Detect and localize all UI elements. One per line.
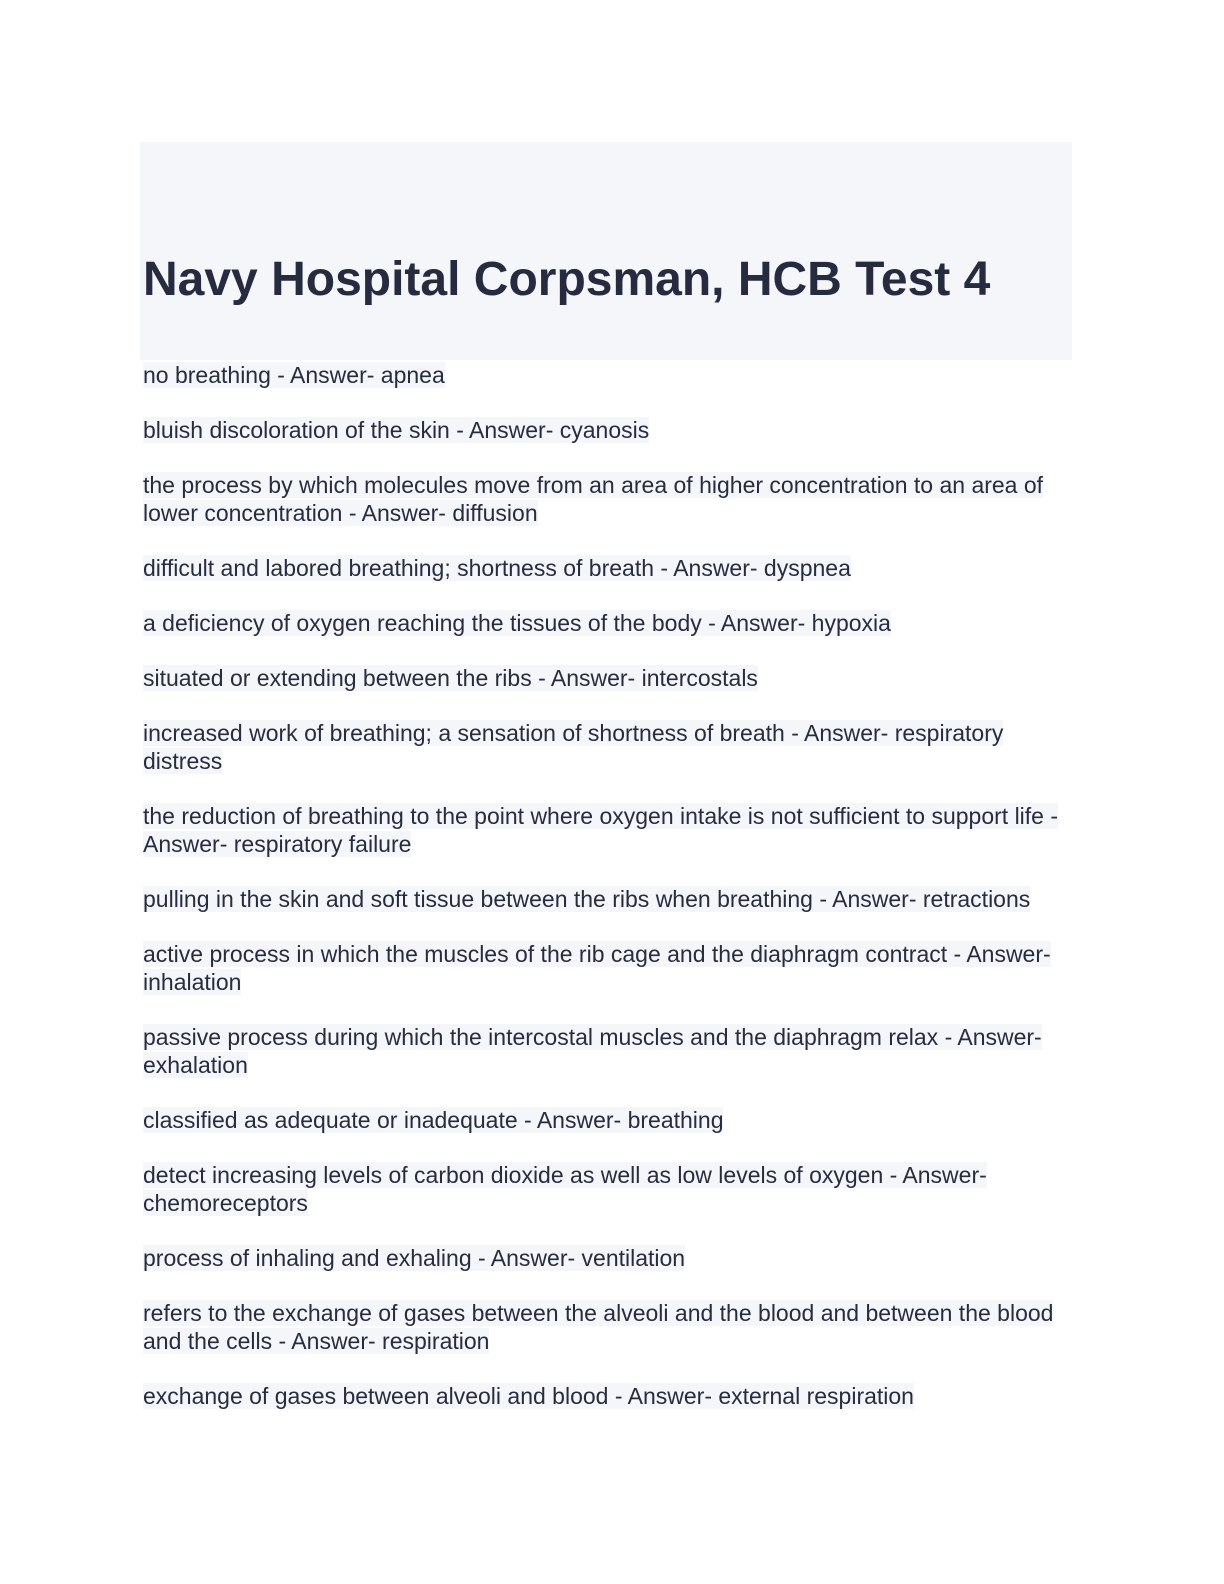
- list-item: [143, 802, 1073, 858]
- qa-text: a deficiency of oxygen reaching the tissues of the body - Answer- hypoxia: [143, 610, 891, 636]
- qa-text: classified as adequate or inadequate - Answer- breathing: [143, 1107, 724, 1133]
- list-item: [143, 719, 1073, 775]
- list-item: [143, 1106, 1073, 1134]
- list-item: [143, 416, 1073, 444]
- page-title: Navy Hospital Corpsman, HCB Test 4: [143, 253, 991, 306]
- qa-text: active process in which the muscles of the rib cage and the diaphragm contract - Answer- inhalation: [143, 941, 1051, 995]
- qa-text: bluish discoloration of the skin - Answer- cyanosis: [143, 417, 650, 443]
- qa-text: pulling in the skin and soft tissue between the ribs when breathing - Answer- retractions: [143, 886, 1031, 912]
- list-item: [143, 609, 1073, 637]
- list-item: [143, 1244, 1073, 1272]
- list-item: [143, 1023, 1073, 1079]
- qa-text: process of inhaling and exhaling - Answer- ventilation: [143, 1245, 686, 1271]
- list-item: [143, 1382, 1073, 1410]
- list-item: [143, 554, 1073, 582]
- qa-text: the reduction of breathing to the point where oxygen intake is not sufficient to support life - Answer- respiratory failure: [143, 803, 1059, 857]
- list-item: [143, 1299, 1073, 1355]
- list-item: [143, 940, 1073, 996]
- qa-text: passive process during which the intercostal muscles and the diaphragm relax - Answer- exhalation: [143, 1024, 1042, 1078]
- list-item: [143, 471, 1073, 527]
- list-item: [143, 1161, 1073, 1217]
- list-item: [143, 885, 1073, 913]
- qa-text: increased work of breathing; a sensation of shortness of breath - Answer- respiratory distress: [143, 720, 1004, 774]
- list-item: [143, 664, 1073, 692]
- qa-text: no breathing - Answer- apnea: [143, 362, 445, 388]
- title-block: [140, 142, 1072, 360]
- list-item: [143, 361, 1073, 389]
- qa-text: detect increasing levels of carbon dioxide as well as low levels of oxygen - Answer- chemoreceptors: [143, 1162, 987, 1216]
- qa-text: situated or extending between the ribs - Answer- intercostals: [143, 665, 758, 691]
- qa-text: the process by which molecules move from an area of higher concentration to an area of lower concentration - Answer- diffusion: [143, 472, 1044, 526]
- qa-text: exchange of gases between alveoli and blood - Answer- external respiration: [143, 1383, 914, 1409]
- qa-text: difficult and labored breathing; shortness of breath - Answer- dyspnea: [143, 555, 851, 581]
- qa-list: [143, 361, 1073, 1437]
- qa-text: refers to the exchange of gases between the alveoli and the blood and between the blood and the cells - Answer- respiration: [143, 1300, 1054, 1354]
